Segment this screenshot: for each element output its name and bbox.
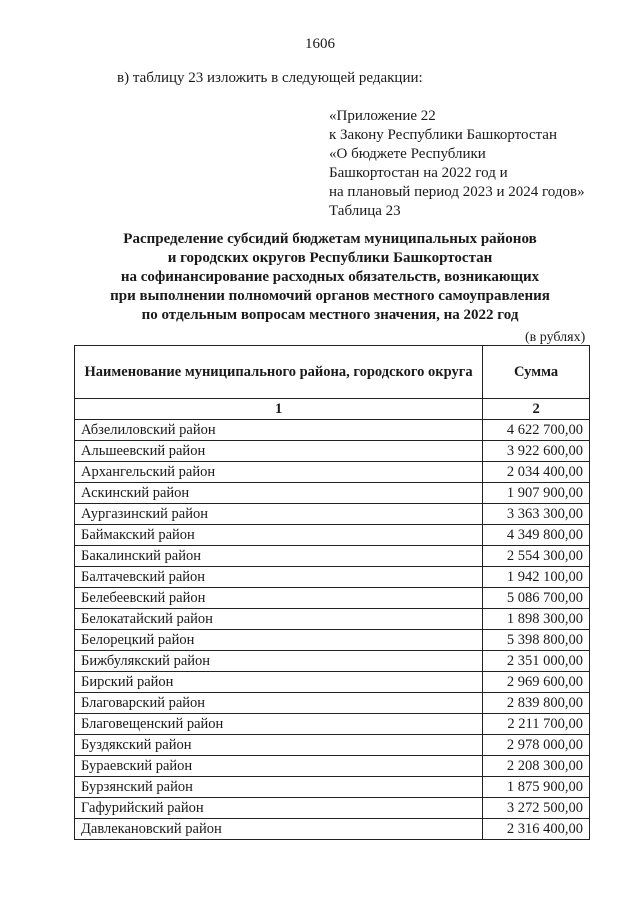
district-name: Балтачевский район [75,567,483,588]
subsidy-table [74,345,590,840]
district-sum: 2 316 400,00 [483,819,590,840]
district-name: Бирский район [75,672,483,693]
table-row [75,735,590,756]
district-sum: 4 349 800,00 [483,525,590,546]
district-name: Аскинский район [75,483,483,504]
table-row [75,714,590,735]
table-row [75,798,590,819]
table-row [75,651,590,672]
title-line: и городских округов Республики Башкортостан [167,250,493,266]
table-label: Таблица 23 [329,203,401,219]
column-number-1: 1 [75,399,483,420]
appendix-line: «Приложение 22 [329,108,436,124]
district-name: Благовещенский район [75,714,483,735]
table-row [75,420,590,441]
district-name: Баймакский район [75,525,483,546]
district-sum: 1 898 300,00 [483,609,590,630]
district-sum: 1 942 100,00 [483,567,590,588]
table-row [75,777,590,798]
header-name: Наименование муниципального района, городского округа [75,346,483,399]
district-sum: 2 034 400,00 [483,462,590,483]
district-name: Бижбулякский район [75,651,483,672]
header-sum: Сумма [483,346,590,399]
district-sum: 3 922 600,00 [483,441,590,462]
title-line: Распределение субсидий бюджетам муниципальных районов [123,231,537,247]
table-row [75,483,590,504]
units-note: (в рублях) [525,330,586,345]
table-row [75,819,590,840]
district-name: Бураевский район [75,756,483,777]
district-name: Буздякский район [75,735,483,756]
district-sum: 5 086 700,00 [483,588,590,609]
appendix-reference [329,107,585,221]
intro-text: в) таблицу 23 изложить в следующей редакции: [117,70,423,86]
district-sum: 4 622 700,00 [483,420,590,441]
district-name: Архангельский район [75,462,483,483]
district-sum: 1 875 900,00 [483,777,590,798]
table-row [75,609,590,630]
district-name: Альшеевский район [75,441,483,462]
title-line: по отдельным вопросам местного значения, на 2022 год [141,307,519,323]
district-name: Белорецкий район [75,630,483,651]
district-name: Аургазинский район [75,504,483,525]
district-name: Абзелиловский район [75,420,483,441]
district-name: Давлекановский район [75,819,483,840]
district-sum: 2 351 000,00 [483,651,590,672]
column-number-2: 2 [483,399,590,420]
table-row [75,693,590,714]
district-name: Гафурийский район [75,798,483,819]
district-sum: 2 978 000,00 [483,735,590,756]
district-sum: 2 211 700,00 [483,714,590,735]
title-line: на софинансирование расходных обязательств, возникающих [120,269,540,285]
table-row [75,462,590,483]
page-number: 1606 [305,36,335,52]
table-body [75,420,590,840]
table-row [75,441,590,462]
district-name: Белокатайский район [75,609,483,630]
table-row [75,504,590,525]
district-sum: 3 363 300,00 [483,504,590,525]
table-row [75,588,590,609]
table-row [75,525,590,546]
district-sum: 5 398 800,00 [483,630,590,651]
district-sum: 3 272 500,00 [483,798,590,819]
district-name: Бакалинский район [75,546,483,567]
table-row [75,630,590,651]
district-sum: 2 839 800,00 [483,693,590,714]
table-row [75,756,590,777]
title-line: при выполнении полномочий органов местного самоуправления [110,288,550,304]
appendix-line: Башкортостан на 2022 год и [329,165,508,181]
district-sum: 2 554 300,00 [483,546,590,567]
appendix-line: «О бюджете Республики [329,146,486,162]
document-title [0,230,640,325]
district-sum: 2 969 600,00 [483,672,590,693]
appendix-line: к Закону Республики Башкортостан [329,127,557,143]
appendix-line: на плановый период 2023 и 2024 годов» [329,184,585,200]
district-sum: 2 208 300,00 [483,756,590,777]
district-name: Белебеевский район [75,588,483,609]
district-sum: 1 907 900,00 [483,483,590,504]
table-row [75,567,590,588]
table-row [75,672,590,693]
district-name: Бурзянский район [75,777,483,798]
table-row [75,546,590,567]
district-name: Благоварский район [75,693,483,714]
